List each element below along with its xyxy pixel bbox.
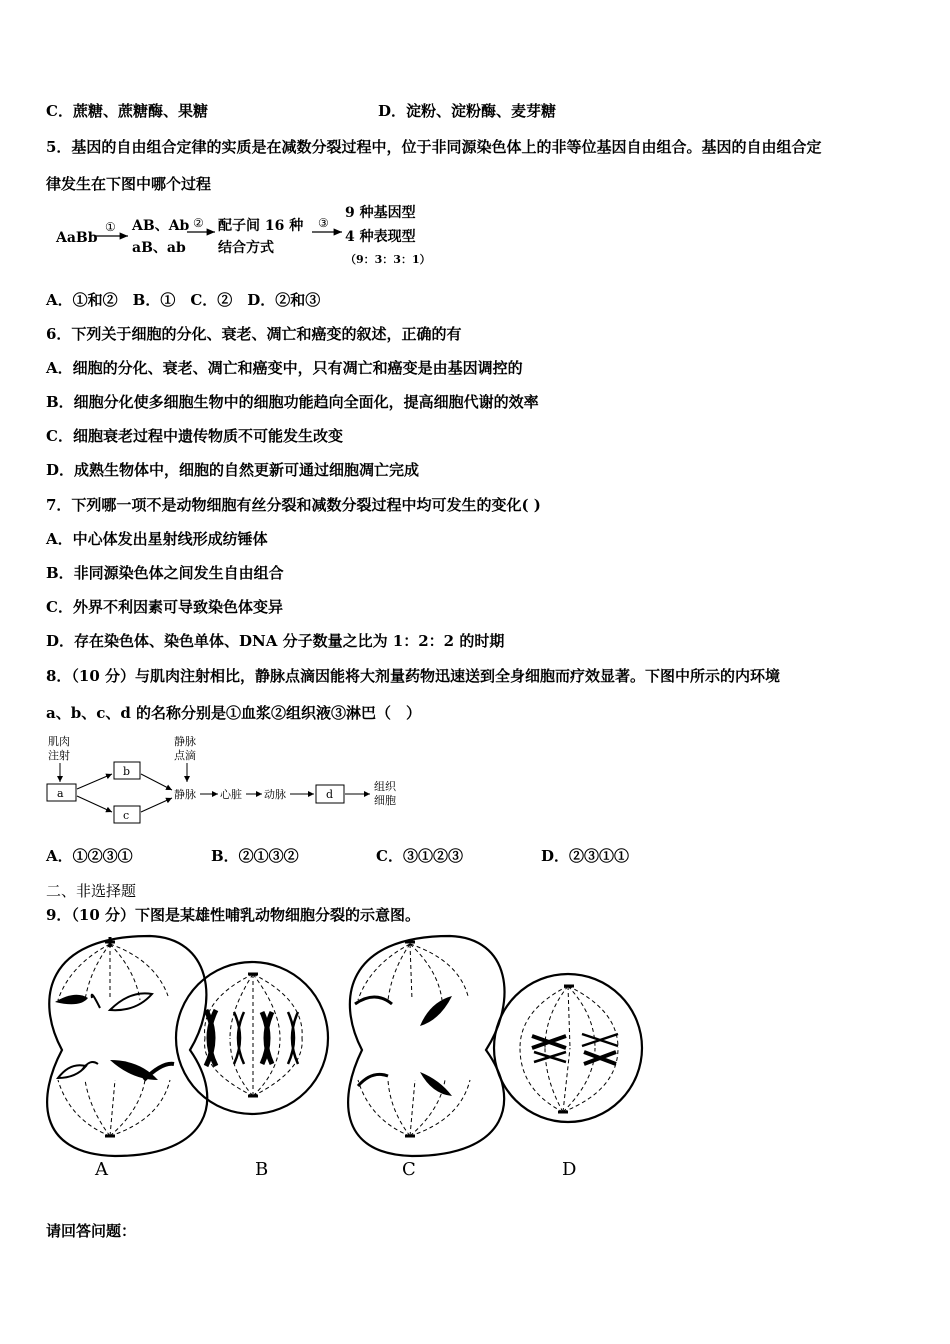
q7-option-b: B．非同源染色体之间发生自由组合	[46, 564, 284, 582]
label-c: C	[402, 1159, 416, 1180]
gametes-line2: aB、ab	[132, 240, 186, 256]
q5-process-diagram	[50, 200, 470, 272]
gametes-line1: AB、Ab	[132, 218, 190, 234]
result-line3: （9：3：3：1）	[345, 253, 431, 266]
q8-option-a: A．①②③①	[46, 847, 133, 865]
arrow-a-to-c	[77, 796, 112, 812]
q9-answer-prompt: 请回答问题：	[46, 1222, 137, 1240]
heart-label: 心脏	[220, 788, 242, 801]
q5-options: A．①和② B．① C．② D．②和③	[46, 291, 321, 309]
cell-a	[47, 936, 207, 1156]
drip-label-1: 静脉	[174, 735, 196, 748]
q6-option-a: A．细胞的分化、衰老、凋亡和癌变中，只有凋亡和癌变是由基因调控的	[46, 359, 523, 377]
q8-stem-line1: 8．（10 分）与肌肉注射相比，静脉点滴因能将大剂量药物迅速送到全身细胞而疗效显著。下图中所示的内环境	[46, 667, 781, 685]
q5-stem-line1: 5．基因的自由组合定律的实质是在减数分裂过程中，位于非同源染色体上的非等位基因自由组合。基因的自由组合定	[46, 138, 822, 156]
label-b: B	[255, 1159, 269, 1180]
q8-option-d: D．②③①①	[541, 847, 630, 865]
section-2-heading: 二、非选择题	[46, 882, 137, 900]
arrow-c-to-vein	[141, 798, 172, 812]
cell-c	[348, 936, 504, 1156]
q6-option-b: B．细胞分化使多细胞生物中的细胞功能趋向全面化，提高细胞代谢的效率	[46, 393, 539, 411]
q7-option-c: C．外界不利因素可导致染色体变异	[46, 598, 283, 616]
q7-option-d: D．存在染色体、染色单体、DNA 分子数量之比为 1：2：2 的时期	[46, 632, 505, 650]
q8-stem-line2: a、b、c、d 的名称分别是①血浆②组织液③淋巴（ ）	[46, 704, 422, 722]
cell-b	[176, 962, 328, 1114]
box-d-label: d	[326, 788, 334, 801]
combination-line1: 配子间 16 种	[218, 218, 304, 234]
arrow-b-to-vein	[141, 774, 172, 790]
label-a: A	[95, 1159, 108, 1180]
q7-option-a: A．中心体发出星射线形成纺锤体	[46, 530, 268, 548]
q7-stem: 7．下列哪一项不是动物细胞有丝分裂和减数分裂过程中均可发生的变化( )	[46, 496, 541, 514]
combination-line2: 结合方式	[218, 240, 274, 256]
q9-cell-division-figures	[40, 930, 650, 1182]
label-d: D	[562, 1159, 577, 1180]
result-line1: 9 种基因型	[345, 205, 416, 221]
q6-option-d: D．成熟生物体中，细胞的自然更新可通过细胞凋亡完成	[46, 461, 420, 479]
vein-label: 静脉	[174, 788, 196, 801]
q8-option-c: C．③①②③	[376, 847, 463, 865]
q4-option-c: C．蔗糖、蔗糖酶、果糖	[46, 102, 208, 120]
q9-stem: 9．（10 分）下图是某雄性哺乳动物细胞分裂的示意图。	[46, 906, 421, 924]
step-2-label: ②	[193, 216, 204, 230]
q5-stem-line2: 律发生在下图中哪个过程	[46, 175, 212, 193]
tissue-cell-label-1: 组织	[374, 780, 396, 793]
box-b-label: b	[123, 765, 131, 778]
result-line2: 4 种表现型	[345, 229, 416, 245]
step-3-label: ③	[318, 216, 329, 230]
tissue-cell-label-2: 细胞	[374, 794, 396, 807]
box-c-label: c	[123, 809, 130, 822]
box-a-label: a	[57, 787, 64, 800]
step-1-label: ①	[105, 220, 116, 234]
q8-option-b: B．②①③②	[211, 847, 299, 865]
injection-label-1: 肌肉	[48, 735, 70, 748]
q4-option-d: D．淀粉、淀粉酶、麦芽糖	[378, 102, 557, 120]
q6-option-c: C．细胞衰老过程中遗传物质不可能发生改变	[46, 427, 343, 445]
genotype-start: AaBb	[56, 230, 98, 246]
drip-label-2: 点滴	[174, 749, 196, 762]
q8-flow-diagram	[44, 732, 414, 828]
arrow-a-to-b	[77, 774, 112, 789]
artery-label: 动脉	[264, 788, 286, 801]
cell-d	[494, 974, 642, 1122]
injection-label-2: 注射	[48, 749, 70, 762]
q6-stem: 6．下列关于细胞的分化、衰老、凋亡和癌变的叙述，正确的有	[46, 325, 462, 343]
